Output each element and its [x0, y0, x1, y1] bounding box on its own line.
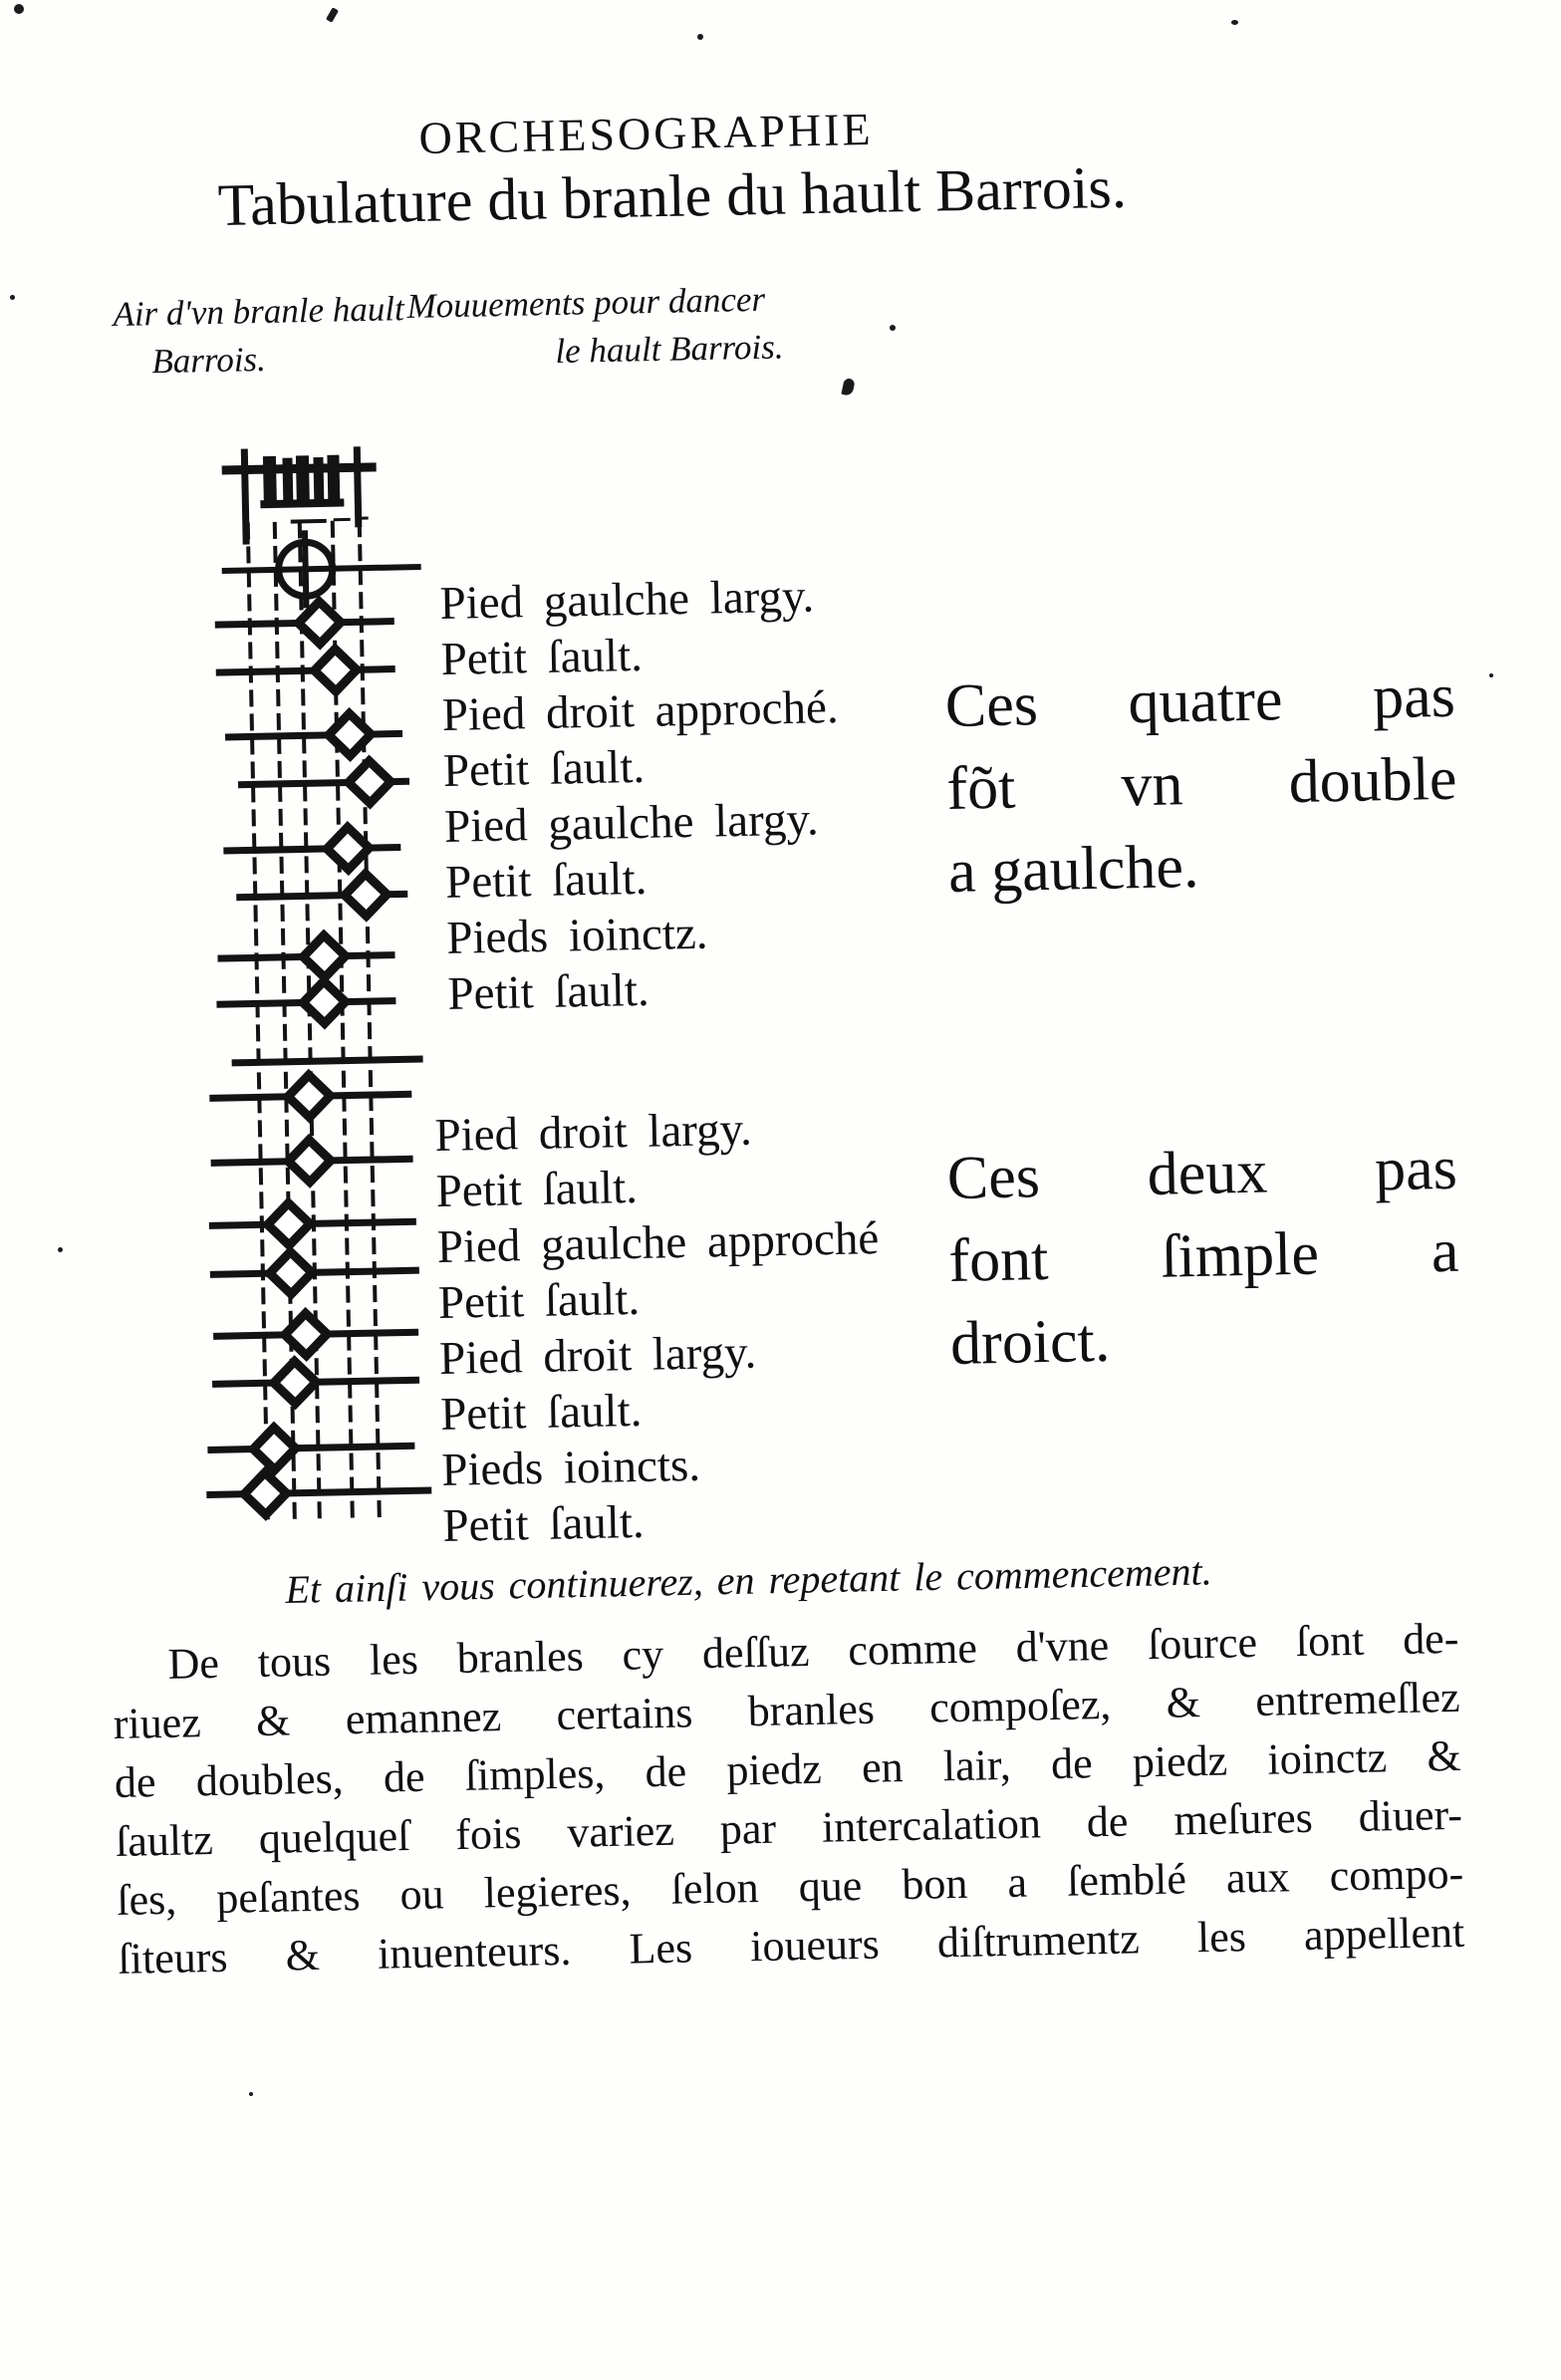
ink-speck: [841, 378, 855, 397]
ink-speck: [697, 34, 703, 40]
continuation-note: Et ainſi vous continuerez, en repetant le commencement.: [285, 1548, 1213, 1612]
running-header: ORCHESOGRAPHIE: [418, 103, 874, 163]
ink-speck: [1489, 673, 1493, 677]
movement-line: Pied droit approché.: [441, 680, 840, 741]
paragraph-line: riuez & emannez certains branles compoſez, & entremeſlez: [113, 1672, 1460, 1748]
movement-line: Petit ſault.: [444, 852, 648, 909]
annotation-double-gaulche: [944, 656, 1459, 914]
annotation-simple-droict: [946, 1128, 1461, 1386]
movement-line: Petit ſault.: [446, 963, 650, 1020]
music-tablature-staff: [171, 430, 472, 1551]
movement-list-first-half: [439, 568, 845, 1022]
ink-speck: [249, 2092, 253, 2096]
movement-line: Pied droit largy.: [438, 1326, 757, 1385]
annotation-line: a gaulche.: [947, 832, 1200, 906]
movement-line: Pieds ioinctz.: [445, 907, 709, 964]
paragraph-line: ſiteurs & inuenteurs. Les ioueurs diſtrumentz les appellent: [118, 1907, 1465, 1983]
ink-speck: [58, 1247, 63, 1252]
movement-line: Petit ſault.: [442, 740, 646, 797]
annotation-line: Ces deux pas: [946, 1134, 1458, 1212]
movement-line: Petit ſault.: [435, 1161, 639, 1217]
movement-line: Petit ſault.: [440, 629, 644, 685]
annotation-line: fõt vn double: [945, 744, 1458, 823]
ink-speck: [326, 7, 339, 23]
right-column-heading: [406, 275, 784, 379]
movement-line: Petit ſault.: [439, 1384, 643, 1441]
annotation-line: Ces quatre pas: [944, 661, 1456, 740]
right-column-heading-line: le hault Barrois.: [555, 327, 784, 372]
page-title: Tabulature du branle du hault Barrois.: [217, 153, 1128, 238]
movement-line: Pied gaulche largy.: [443, 793, 820, 853]
movement-line: Pied droit largy.: [434, 1103, 753, 1162]
annotation-line: font ſimple a: [947, 1216, 1460, 1295]
ink-speck: [14, 4, 24, 14]
annotation-line: droict.: [949, 1306, 1111, 1378]
left-column-heading: [113, 285, 405, 387]
music-tablature: [171, 430, 472, 1551]
left-column-heading-line: Air d'vn branle hault: [113, 289, 405, 334]
paragraph-line: ſes, peſantes ou legieres, ſelon que bon a ſemblé aux compo-: [116, 1848, 1464, 1925]
movement-line: Pieds ioincts.: [440, 1439, 701, 1496]
paragraph-line: ſaultz quelqueſ fois variez par intercalation de meſures diuer-: [115, 1789, 1463, 1866]
paragraph-line: De tous les branles cy deſſuz comme d'vne ſource ſont de-: [167, 1613, 1459, 1689]
ink-speck: [890, 325, 896, 331]
movement-line: Pied gaulche largy.: [439, 570, 815, 630]
movement-line: Petit ſault.: [441, 1495, 646, 1552]
left-column-heading-line: Barrois.: [151, 339, 267, 382]
movement-line: Petit ſault.: [437, 1272, 641, 1329]
right-column-heading-line: Mouuements pour dancer: [406, 279, 766, 326]
movement-list-second-half: [434, 1099, 885, 1554]
movement-line: Pied gaulche approché: [436, 1212, 880, 1273]
body-paragraph: [112, 1609, 1465, 1988]
ink-speck: [1231, 20, 1238, 25]
ink-speck: [10, 295, 15, 300]
paragraph-line: de doubles, de ſimples, de piedz en lair, de piedz ioinctz &: [114, 1730, 1462, 1807]
